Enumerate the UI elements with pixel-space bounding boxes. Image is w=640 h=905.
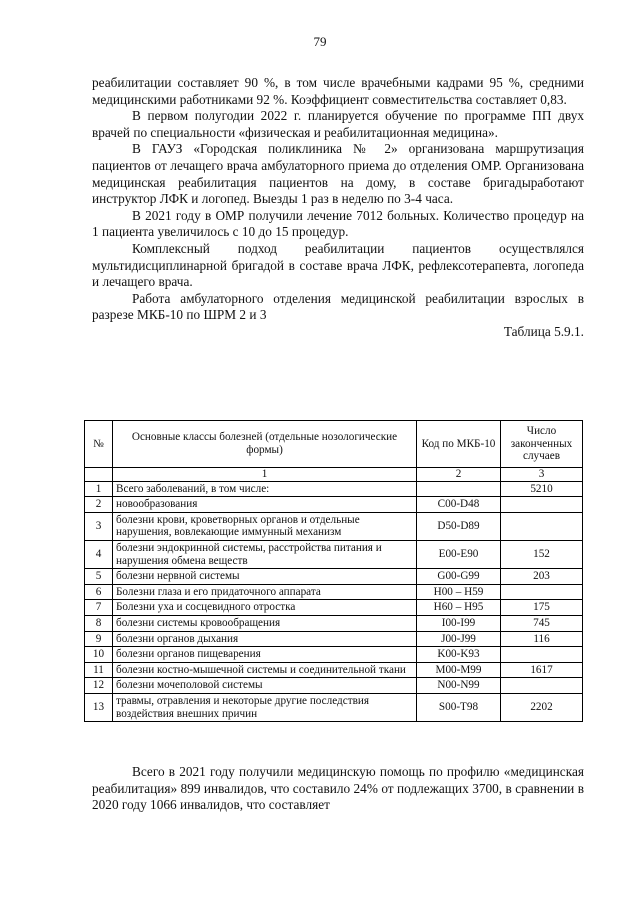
table-row — [85, 540, 583, 568]
row-number-cell: 13 — [85, 693, 113, 721]
table-caption: Таблица 5.9.1. — [503, 323, 584, 339]
diseases-table — [84, 420, 583, 722]
icd-code-cell: I00-I99 — [417, 615, 501, 631]
cases-count-cell — [501, 584, 583, 600]
index-cell: 2 — [417, 468, 501, 482]
header-num: № — [85, 421, 113, 468]
disease-class-cell: болезни эндокринной системы, расстройства питания и нарушения обмена веществ — [113, 540, 417, 568]
index-cell — [85, 468, 113, 482]
row-number-cell: 12 — [85, 678, 113, 694]
table-row — [85, 600, 583, 616]
cases-count-cell — [501, 678, 583, 694]
icd-code-cell: S00-T98 — [417, 693, 501, 721]
row-number-cell: 10 — [85, 647, 113, 663]
cases-count-cell: 175 — [501, 600, 583, 616]
paragraph: реабилитации составляет 90 %, в том числе врачебными кадрами 95 %, средними медицинскими работниками 92 %. Коэффициент совместительства составляет 0,83. — [92, 75, 584, 107]
paragraph: В первом полугодии 2022 г. планируется обучение по программе ПП двух врачей по специальности «физическая и реабилитационная медицина». — [92, 108, 584, 140]
disease-class-cell: болезни мочеполовой системы — [113, 678, 417, 694]
table-row — [85, 615, 583, 631]
icd-code-cell — [417, 481, 501, 497]
disease-class-cell: Болезни глаза и его придаточного аппарата — [113, 584, 417, 600]
disease-class-cell: болезни костно-мышечной системы и соединительной ткани — [113, 662, 417, 678]
icd-code-cell: M00-M99 — [417, 662, 501, 678]
paragraph: Комплексный подход реабилитации пациентов осуществлялся мультидисциплинарной бригадой в составе врача ЛФК, рефлексотерапевта, логопеда и лечащего врача. — [92, 240, 584, 290]
body-text-top — [92, 75, 584, 341]
icd-code-cell: H60 – H95 — [417, 600, 501, 616]
icd-code-cell: G00-G99 — [417, 569, 501, 585]
table-index-row — [85, 468, 583, 482]
table-row — [85, 584, 583, 600]
row-number-cell: 11 — [85, 662, 113, 678]
table-row — [85, 678, 583, 694]
row-number-cell: 6 — [85, 584, 113, 600]
table-row — [85, 662, 583, 678]
table-row — [85, 569, 583, 585]
row-number-cell: 2 — [85, 497, 113, 513]
cases-count-cell: 745 — [501, 615, 583, 631]
cases-count-cell — [501, 647, 583, 663]
disease-class-cell: Болезни уха и сосцевидного отростка — [113, 600, 417, 616]
table-row — [85, 647, 583, 663]
page-number: 79 — [313, 34, 327, 49]
index-cell: 1 — [113, 468, 417, 482]
paragraph: Работа амбулаторного отделения медицинской реабилитации взрослых в разрезе МКБ-10 по ШРМ 2 и 3 — [92, 290, 584, 323]
cases-count-cell — [501, 512, 583, 540]
cases-count-cell: 116 — [501, 631, 583, 647]
icd-code-cell: K00-K93 — [417, 647, 501, 663]
cases-count-cell: 152 — [501, 540, 583, 568]
table-header-row — [85, 421, 583, 468]
disease-class-cell: болезни системы кровообращения — [113, 615, 417, 631]
icd-code-cell: H00 – H59 — [417, 584, 501, 600]
header-classes: Основные классы болезней (отдельные нозологические формы) — [113, 421, 417, 468]
row-number-cell: 7 — [85, 600, 113, 616]
icd-code-cell: J00-J99 — [417, 631, 501, 647]
header-cases: Число законченных случаев — [501, 421, 583, 468]
table-row — [85, 481, 583, 497]
body-text-bottom — [92, 764, 584, 814]
cases-count-cell: 203 — [501, 569, 583, 585]
row-number-cell: 5 — [85, 569, 113, 585]
disease-class-cell: болезни органов пищеварения — [113, 647, 417, 663]
row-number-cell: 9 — [85, 631, 113, 647]
cases-count-cell: 1617 — [501, 662, 583, 678]
icd-code-cell: C00-D48 — [417, 497, 501, 513]
disease-class-cell: травмы, отравления и некоторые другие последствия воздействия внешних причин — [113, 693, 417, 721]
row-number-cell: 8 — [85, 615, 113, 631]
icd-code-cell: N00-N99 — [417, 678, 501, 694]
paragraph: Всего в 2021 году получили медицинскую помощь по профилю «медицинская реабилитация» 899 инвалидов, что составило 24% от подлежащих 3700, в сравнении в 2020 году 1066 инвалидов, что составляет — [92, 764, 584, 813]
icd-code-cell: D50-D89 — [417, 512, 501, 540]
disease-class-cell: болезни крови, кроветворных органов и отдельные нарушения, вовлекающие иммунный механизм — [113, 512, 417, 540]
table-row — [85, 631, 583, 647]
cases-count-cell — [501, 497, 583, 513]
row-number-cell: 4 — [85, 540, 113, 568]
table-row — [85, 497, 583, 513]
paragraph: В ГАУЗ «Городская поликлиника № 2» организована маршрутизация пациентов от лечащего врача амбулаторного приема до отделения ОМР. Организована медицинская реабилитация пациентов на дому, в составе бригадыработают инструктор ЛФК и логопед. Выезды 1 раз в неделю по 3-4 часа. — [92, 141, 584, 207]
index-cell: 3 — [501, 468, 583, 482]
header-code: Код по МКБ-10 — [417, 421, 501, 468]
disease-class-cell: новообразования — [113, 497, 417, 513]
cases-count-cell: 5210 — [501, 481, 583, 497]
table-row — [85, 693, 583, 721]
row-number-cell: 3 — [85, 512, 113, 540]
disease-class-cell: болезни органов дыхания — [113, 631, 417, 647]
disease-class-cell: болезни нервной системы — [113, 569, 417, 585]
cases-count-cell: 2202 — [501, 693, 583, 721]
table-row — [85, 512, 583, 540]
icd-code-cell: E00-E90 — [417, 540, 501, 568]
paragraph: В 2021 году в ОМР получили лечение 7012 больных. Количество процедур на 1 пациента увеличилось с 10 до 15 процедур. — [92, 207, 584, 240]
disease-class-cell: Всего заболеваний, в том числе: — [113, 481, 417, 497]
row-number-cell: 1 — [85, 481, 113, 497]
